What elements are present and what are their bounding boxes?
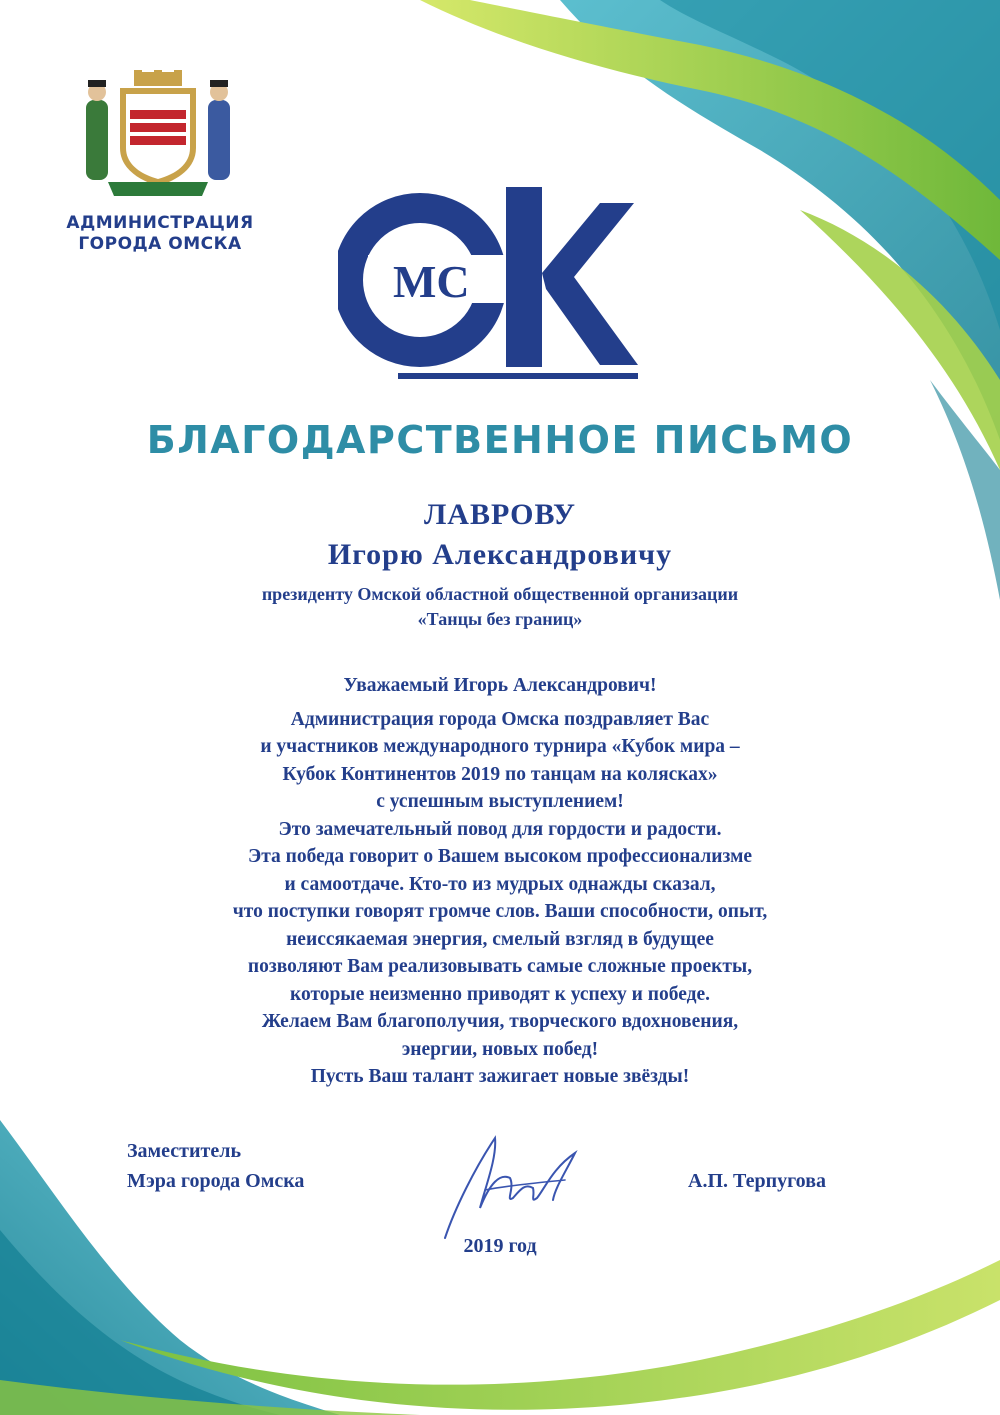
signatory-title [127, 1136, 304, 1196]
body-line: Желаем Вам благополучия, творческого вдохновения, [261, 1011, 739, 1032]
body-line: Администрация города Омска поздравляет Вас [290, 708, 710, 730]
body-line: что поступки говорят громче слов. Ваши способности, опыт, [232, 901, 768, 922]
body-line: и участников международного турнира «Кубок мира – [260, 736, 740, 757]
greeting: Уважаемый Игорь Александрович! [343, 675, 657, 696]
signatory-title-line2: Мэра города Омска [127, 1170, 305, 1192]
recipient-name: Игорю Александровичу [327, 538, 673, 571]
admin-label-line1: АДМИНИСТРАЦИЯ [66, 213, 254, 233]
letter-body [0, 672, 1000, 1091]
body-line: и самоотдаче. Кто-то из мудрых однажды сказал, [284, 873, 716, 895]
signatory-title-line1: Заместитель [127, 1140, 242, 1162]
body-line: Кубок Континентов 2019 по танцам на колясках» [282, 763, 718, 785]
body-line: Пусть Ваш талант зажигает новые звёзды! [310, 1066, 690, 1087]
administration-label [40, 213, 280, 255]
body-line: Это замечательный повод для гордости и радости. [278, 818, 722, 840]
body-line: энергии, новых побед! [401, 1038, 599, 1060]
body-line: с успешным выступлением! [376, 791, 624, 812]
body-line: Эта победа говорит о Вашем высоком профессионализме [247, 846, 753, 867]
recipient-block [0, 495, 1000, 632]
svg-text:МС: МС [393, 256, 470, 307]
document-title: БЛАГОДАРСТВЕННОЕ ПИСЬМО [146, 418, 854, 462]
body-line: неиссякаемая энергия, смелый взгляд в будущее [286, 928, 714, 950]
document-year: 2019 год [463, 1235, 537, 1257]
body-line: которые неизменно приводят к успеху и победе. [289, 983, 711, 1005]
admin-label-line2: ГОРОДА ОМСКА [78, 234, 242, 254]
recipient-surname: ЛАВРОВУ [423, 498, 577, 531]
recipient-position-line2: «Танцы без границ» [417, 609, 583, 629]
omsk-logo [338, 185, 638, 381]
city-coat-of-arms [78, 70, 238, 200]
handwritten-signature [425, 1128, 595, 1248]
body-line: позволяют Вам реализовывать самые сложные проекты, [247, 956, 753, 977]
recipient-position-line1: президенту Омской областной общественной организации [261, 584, 739, 604]
signatory-name: А.П. Терпугова [688, 1170, 826, 1192]
